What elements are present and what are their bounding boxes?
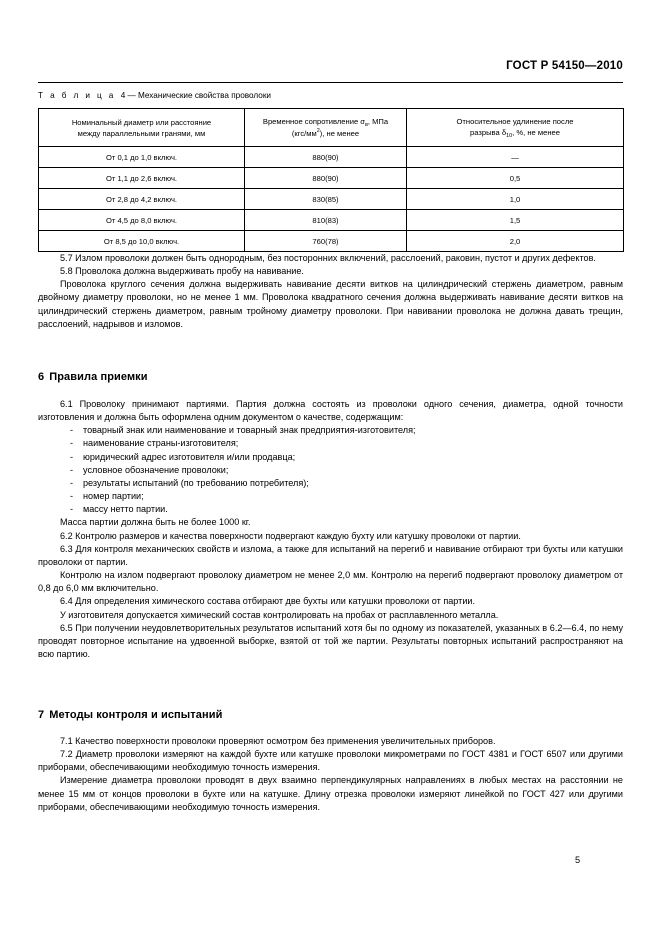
mechanical-properties-table <box>38 108 624 252</box>
cell-elongation: 1,0 <box>407 189 624 210</box>
table-caption-number: 4 <box>120 91 126 100</box>
list-item <box>38 477 623 490</box>
cell-diameter: От 0,1 до 1,0 включ. <box>39 147 245 168</box>
list-bullet: - <box>70 477 74 488</box>
cell-strength: 830(85) <box>245 189 407 210</box>
list-bullet: - <box>70 425 74 436</box>
list-bullet: - <box>70 438 74 449</box>
cell-strength: 880(90) <box>245 168 407 189</box>
clause-7-2: 7.2 Диаметр проволоки измеряют на каждой бухте или катушке проволоки микрометрами по ГОСТ 4381 и ГОСТ 6507 или другими приборами, обеспечивающими необходимую точность измерения. <box>38 749 623 773</box>
list-bullet: - <box>70 491 74 502</box>
clause-6-1-mass: Масса партии должна быть не более 1000 кг. <box>60 517 251 528</box>
table-header-row <box>39 109 624 147</box>
column-header-diameter-line2: между параллельными гранями, мм <box>77 128 206 138</box>
list-item-text: наименование страны-изготовителя; <box>83 438 239 449</box>
clause-7-2-detail: Измерение диаметра проволоки проводят в двух взаимно перпендикулярных направлениях в любых местах на расстоянии не менее 15 мм от концов проволоки в бухте или на катушке. Длину отрезка проволоки измеряют линейкой по ГОСТ 427 или другими приборами, обеспечивающими необходимую точность измерения. <box>38 775 623 812</box>
standard-identifier: ГОСТ Р 54150—2010 <box>506 60 623 72</box>
column-header-elongation-symbol: разрыва δ <box>470 128 507 138</box>
list-item <box>38 451 623 464</box>
list-item-text: товарный знак или наименование и товарный знак предприятия-изготовителя; <box>83 425 416 436</box>
header-divider <box>38 82 623 83</box>
clause-6-4: 6.4 Для определения химического состава отбирают две бухты или катушки проволоки от партии. <box>60 596 476 607</box>
column-header-elongation <box>407 109 624 147</box>
column-header-elongation-line1: Относительное удлинение после <box>456 117 574 127</box>
cell-elongation: 2,0 <box>407 231 624 252</box>
list-item-text: массу нетто партии. <box>83 504 168 515</box>
clause-6-5: 6.5 При получении неудовлетворительных результатов испытаний хотя бы по одному из показателей, указанных в 6.2—6.4, по нему проводят повторное испытание на удвоенной выборке, взятой от той же партии. Результаты повторных испытаний распространяют на всю партию. <box>38 622 623 659</box>
column-header-strength-text: Временное сопротивление σ <box>262 116 365 126</box>
column-header-tensile-strength <box>245 109 407 147</box>
clause-6-1: 6.1 Проволоку принимают партиями. Партия должна состоять из проволоки одного сечения, диаметра, одной точности изготовления и должна быть оформлена одним документом о качестве, содержащим: <box>38 399 623 423</box>
column-header-strength-unit: , МПа <box>367 116 389 126</box>
section-7-number: 7 <box>38 709 45 721</box>
clause-6-2: 6.2 Контролю размеров и качества поверхности подвергают каждую бухту или катушку проволоки от партии. <box>60 530 521 541</box>
column-header-diameter-line1: Номинальный диаметр или расстояние <box>71 117 212 127</box>
table-body <box>39 147 624 252</box>
page-header <box>38 60 623 82</box>
list-bullet: - <box>70 504 74 515</box>
column-header-diameter <box>39 109 245 147</box>
square-superscript: 2 <box>316 128 320 134</box>
cell-elongation: 1,5 <box>407 210 624 231</box>
section-6-heading <box>38 371 623 383</box>
table-row <box>39 210 624 231</box>
table-row <box>39 147 624 168</box>
table-caption <box>38 91 271 100</box>
list-bullet: - <box>70 451 74 462</box>
sigma-subscript: в <box>364 121 368 128</box>
list-item <box>38 503 623 516</box>
section-6-number: 6 <box>38 371 45 383</box>
cell-strength: 880(90) <box>245 147 407 168</box>
list-item-text: условное обозначение проволоки; <box>83 464 229 475</box>
cell-strength: 810(83) <box>245 210 407 231</box>
cell-diameter: От 2,8 до 4,2 включ. <box>39 189 245 210</box>
list-item <box>38 424 623 437</box>
table-row <box>39 231 624 252</box>
column-header-strength-alt-unit-open: (кгс/мм <box>291 128 317 138</box>
clauses-5-block <box>38 252 623 331</box>
table-row <box>39 189 624 210</box>
quality-document-list <box>38 424 623 516</box>
section-7-title-text: Методы контроля и испытаний <box>49 709 223 721</box>
cell-diameter: От 4,5 до 8,0 включ. <box>39 210 245 231</box>
clause-5-8: 5.8 Проволока должна выдерживать пробу на навивание. <box>60 266 304 277</box>
list-item <box>38 464 623 477</box>
cell-elongation: — <box>407 147 624 168</box>
cell-elongation: 0,5 <box>407 168 624 189</box>
section-6-body <box>38 398 623 661</box>
page-number: 5 <box>575 855 581 865</box>
cell-diameter: От 1,1 до 2,6 включ. <box>39 168 245 189</box>
list-bullet: - <box>70 464 74 475</box>
clause-5-8-detail: Проволока круглого сечения должна выдерживать навивание десяти витков на цилиндрический стержень диаметром, равным двойному диаметру проволоки, но не менее 1 мм. Проволока квадратного сечения должна выдерживать навивание десяти витков на цилиндрический стержень диаметром, равным тройному диаметру проволоки. При навивании проволока не должна давать трещин, расслоений, надрывов и изломов. <box>38 279 623 329</box>
table-caption-label: Т а б л и ц а <box>38 91 116 100</box>
list-item <box>38 437 623 450</box>
table-caption-dash: — <box>127 91 136 100</box>
clause-5-7: 5.7 Излом проволоки должен быть однородным, без посторонних включений, расслоений, раковин, пустот и других дефектов. <box>60 253 596 263</box>
clause-6-3-detail: Контролю на излом подвергают проволоку диаметром не менее 2,0 мм. Контролю на перегиб подвергают проволоку диаметром от 0,8 до 6,0 мм включительно. <box>38 570 623 594</box>
column-header-elongation-unit: , %, не менее <box>512 128 560 138</box>
clause-6-3: 6.3 Для контроля механических свойств и излома, а также для испытаний на перегиб и навивание отбирают три бухты или катушки проволоки от партии. <box>38 543 623 567</box>
cell-diameter: От 8,5 до 10,0 включ. <box>39 231 245 252</box>
cell-strength: 760(78) <box>245 231 407 252</box>
section-7-heading <box>38 709 623 721</box>
delta-subscript: 10 <box>506 133 513 140</box>
clause-6-4-detail: У изготовителя допускается химический состав контролировать на пробах от расплавленного металла. <box>60 609 499 620</box>
section-7-body <box>38 735 623 814</box>
list-item-text: результаты испытаний (по требованию потребителя); <box>83 477 309 488</box>
table-caption-title: Механические свойства проволоки <box>138 91 271 100</box>
list-item <box>38 490 623 503</box>
clause-7-1: 7.1 Качество поверхности проволоки проверяют осмотром без применения увеличительных приборов. <box>60 736 496 746</box>
list-item-text: номер партии; <box>83 491 144 502</box>
column-header-strength-alt-unit-close: ), не менее <box>319 128 360 138</box>
section-6-title-text: Правила приемки <box>49 371 148 383</box>
table-row <box>39 168 624 189</box>
list-item-text: юридический адрес изготовителя и/или продавца; <box>83 451 296 462</box>
